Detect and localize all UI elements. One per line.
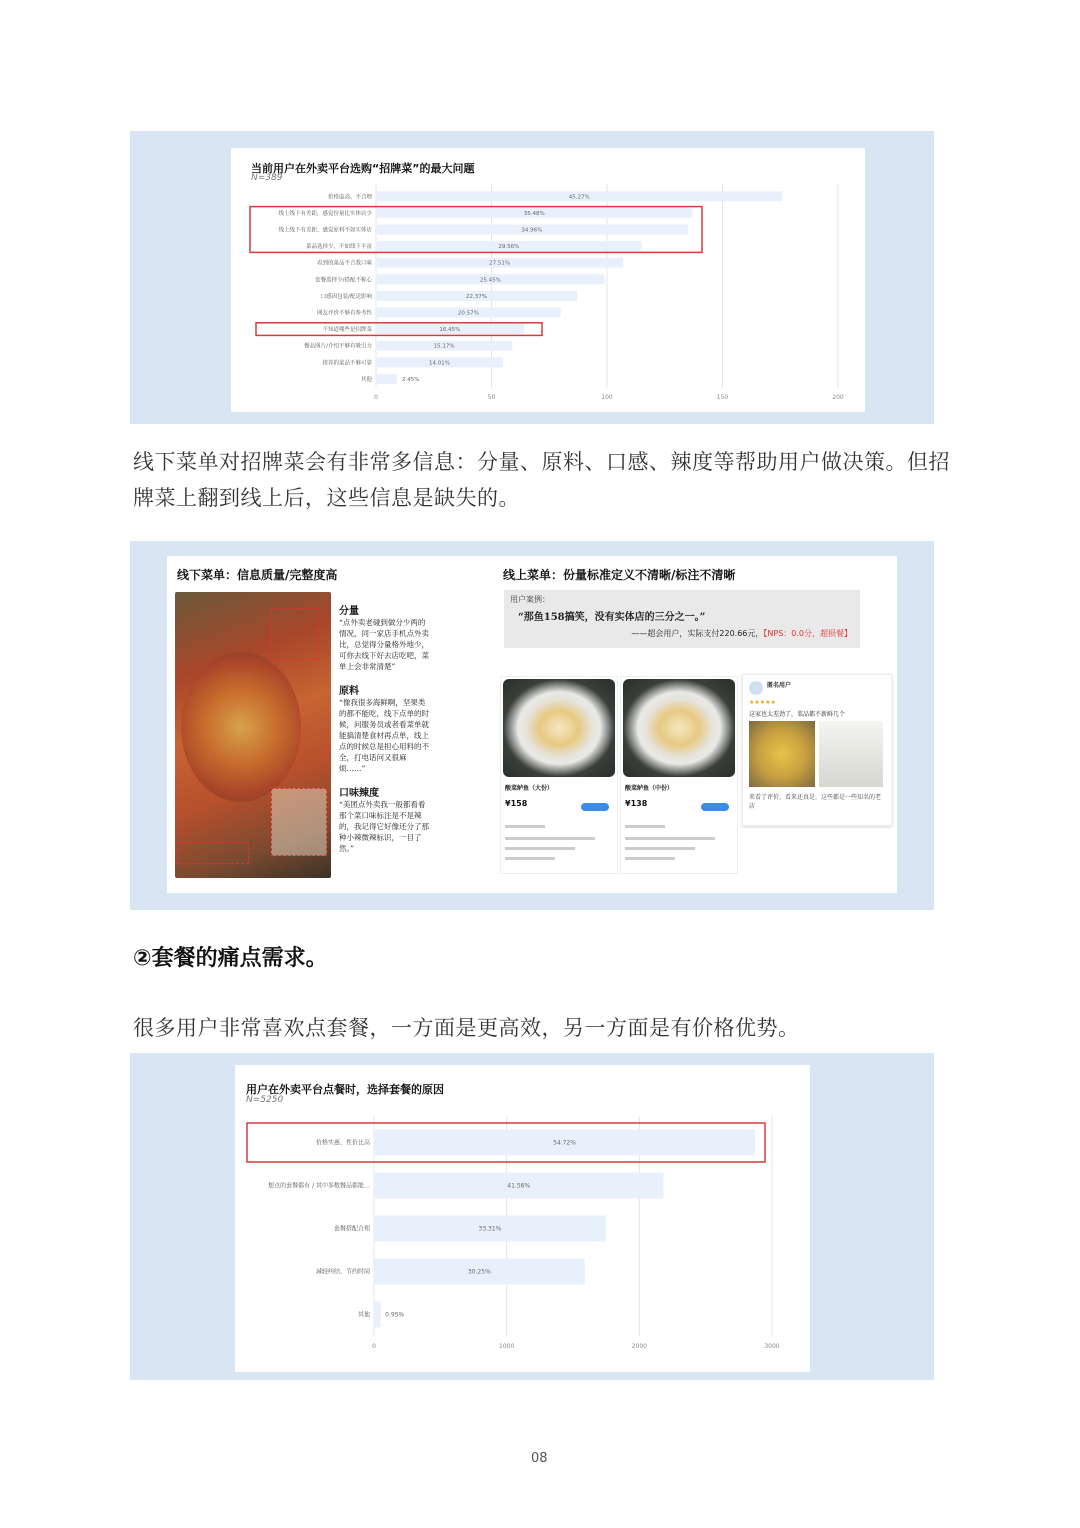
annotation-spiciness-heading: 口味辣度 bbox=[339, 788, 379, 799]
photo-red-dashed-box-bottom bbox=[271, 788, 327, 856]
category-label: 套餐选择少/搭配不称心 bbox=[315, 277, 372, 284]
product-image-medium bbox=[623, 679, 735, 777]
annotation-portion-heading: 分量 bbox=[339, 606, 359, 617]
category-label: 餐品图片/介绍不够有吸引力 bbox=[304, 343, 372, 350]
paragraph-combo: 很多用户非常喜欢点套餐，一方面是更高效，另一方面是有价格优势。 bbox=[133, 1016, 800, 1040]
review-stars: ★★★★★ bbox=[749, 699, 776, 706]
chart1-sample-size: N=389 bbox=[251, 173, 283, 183]
detail-line bbox=[505, 837, 595, 840]
category-label: 看到的菜品不合我口味 bbox=[316, 260, 372, 267]
annotation-portion bbox=[339, 602, 431, 672]
menu-card bbox=[167, 556, 897, 893]
section-heading-combo: ②套餐的痛点需求。 bbox=[133, 946, 328, 971]
category-label: 其他 bbox=[360, 376, 372, 383]
user-case-source bbox=[631, 628, 852, 639]
add-to-cart-button-large[interactable] bbox=[581, 803, 609, 811]
chart2-title: 用户在外卖平台点餐时，选择套餐的原因 bbox=[246, 1083, 444, 1096]
category-label: 线上线下有差距，感觉原料不如实体店 bbox=[278, 227, 372, 234]
bar bbox=[376, 374, 397, 384]
category-label: 想点的套餐都有 / 其中多数餐品都能… bbox=[268, 1182, 370, 1190]
product-card-medium bbox=[620, 676, 738, 874]
online-menu-title: 线上菜单：份量标准定义不清晰/标注不清晰 bbox=[503, 568, 736, 582]
category-label: 套餐搭配合理 bbox=[333, 1225, 370, 1233]
page-number: 08 bbox=[531, 1451, 548, 1466]
chart2-card bbox=[235, 1065, 810, 1372]
offline-menu-title: 线下菜单：信息质量/完整度高 bbox=[177, 568, 338, 582]
photo-red-dashed-box-top bbox=[271, 608, 319, 660]
product-card-large bbox=[500, 676, 618, 874]
detail-line bbox=[625, 837, 715, 840]
product-name-medium: 酸菜鲈鱼（中份） bbox=[625, 785, 674, 792]
category-label: 菜品选择少，不如线下丰富 bbox=[305, 244, 372, 251]
category-label: 减轻纠结、节约时间 bbox=[315, 1268, 370, 1276]
data-label: 45.27% bbox=[568, 194, 590, 201]
chart1-title: 当前用户在外卖平台选购“招牌菜”的最大问题 bbox=[251, 162, 475, 175]
product-image-large bbox=[503, 679, 615, 777]
data-label: 15.17% bbox=[433, 343, 455, 350]
chart2-sample-size: N=5250 bbox=[246, 1095, 284, 1105]
user-case-nps: 【NPS：0.0分，超损餐】 bbox=[763, 629, 852, 638]
photo-red-dashed-box-left bbox=[177, 842, 249, 864]
data-label: 27.51% bbox=[489, 260, 511, 267]
annotation-spiciness-text: “美团点外卖我一般都看看那个菜口味标注是不是辣的，我记得它好像还分了那种小辣微辣标识，一目了然。” bbox=[339, 800, 429, 853]
review-text: 这家也太差劲了，菜品都不新鲜几个 bbox=[749, 711, 846, 718]
category-label: 价格实惠、性价比高 bbox=[315, 1139, 370, 1147]
category-label: 价格虚高、不合理 bbox=[327, 194, 372, 201]
category-label: 其他 bbox=[357, 1311, 370, 1319]
annotation-ingredients-heading: 原料 bbox=[339, 686, 359, 697]
chart2-svg bbox=[235, 1065, 810, 1372]
paragraph-offline-menu: 线下菜单对招牌菜会有非常多信息：分量、原料、口感、辣度等帮助用户做决策。但招牌菜上翻到线上后，这些信息是缺失的。 bbox=[133, 450, 950, 510]
review-photo-receipt bbox=[819, 721, 883, 787]
category-label: 口感因包装/配送影响 bbox=[320, 293, 372, 300]
x-tick-label: 200 bbox=[832, 394, 844, 402]
user-case-quote: “那鱼158搞笑，没有实体店的三分之一。” bbox=[518, 612, 706, 623]
chart1-svg bbox=[231, 148, 865, 412]
category-label: 网友评价不够有参考性 bbox=[316, 310, 372, 317]
data-label: 41.56% bbox=[507, 1182, 531, 1190]
data-label: 20.57% bbox=[457, 310, 479, 317]
x-tick-label: 50 bbox=[487, 394, 496, 402]
data-label: 2.45% bbox=[402, 376, 420, 383]
detail-line bbox=[625, 825, 665, 828]
x-tick-label: 1000 bbox=[499, 1343, 515, 1350]
data-label: 30.25% bbox=[467, 1268, 491, 1276]
category-label: 线上线下有差距，感觉份量比实体店少 bbox=[278, 210, 372, 217]
x-tick-label: 0 bbox=[372, 1343, 376, 1350]
data-label: 16.45% bbox=[439, 327, 461, 334]
x-tick-label: 0 bbox=[374, 394, 378, 402]
user-case-label: 用户案例： bbox=[510, 595, 550, 604]
user-case-box bbox=[504, 590, 860, 648]
review-photo-dish bbox=[749, 721, 815, 787]
annotation-ingredients bbox=[339, 682, 431, 774]
review-user: 匿名用户 bbox=[767, 682, 792, 689]
data-label: 33.31% bbox=[478, 1225, 502, 1233]
category-label: 不知道哪些是招牌菜 bbox=[322, 327, 372, 334]
data-label: 0.95% bbox=[385, 1311, 405, 1319]
x-tick-label: 3000 bbox=[764, 1343, 780, 1350]
user-case-source-text: ——超会用户，实际支付220.66元， bbox=[631, 629, 764, 638]
photo-dish-bowl bbox=[181, 652, 301, 802]
data-label: 29.56% bbox=[498, 244, 520, 251]
offline-menu-photo bbox=[175, 592, 331, 878]
category-label: 推荐的菜品不够可靠 bbox=[322, 360, 372, 367]
data-label: 35.48% bbox=[523, 210, 545, 217]
detail-line bbox=[625, 857, 675, 860]
chart1-card bbox=[231, 148, 865, 412]
add-to-cart-button-medium[interactable] bbox=[701, 803, 729, 811]
annotation-ingredients-text: “像我很多海鲜啊，坚果类的都不能吃，线下点单的时候，问服务员或者看菜单就能搞清楚食材再点单，线上点的时候总是担心用料的不全，打电话问又很麻烦……” bbox=[339, 698, 429, 773]
annotation-portion-text: “点外卖老碰到做分少两的情况，同一家店手机点外卖比，总觉得分量格外地少，可你去线下好去店吃吧，菜单上会非常清楚” bbox=[339, 618, 429, 671]
review-card bbox=[742, 674, 892, 826]
review-footer: 来看了评价，看来还真是，这些都是一些知名的老店 bbox=[749, 794, 882, 810]
x-tick-label: 150 bbox=[716, 394, 729, 402]
product-price-medium: ¥138 bbox=[625, 799, 648, 808]
data-label: 25.45% bbox=[479, 277, 501, 284]
product-price-large: ¥158 bbox=[505, 799, 528, 808]
data-label: 14.01% bbox=[429, 360, 451, 367]
product-name-large: 酸菜鲈鱼（大份） bbox=[505, 785, 554, 792]
data-label: 34.96% bbox=[521, 227, 543, 234]
annotation-spiciness bbox=[339, 784, 431, 854]
data-label: 54.72% bbox=[553, 1139, 576, 1147]
detail-line bbox=[625, 847, 695, 850]
detail-line bbox=[505, 825, 545, 828]
avatar bbox=[749, 681, 763, 695]
bar bbox=[374, 1302, 381, 1328]
data-label: 22.37% bbox=[465, 293, 487, 300]
x-tick-label: 2000 bbox=[631, 1343, 647, 1350]
detail-line bbox=[505, 857, 555, 860]
detail-line bbox=[505, 847, 575, 850]
x-tick-label: 100 bbox=[601, 394, 613, 402]
offline-annotations bbox=[339, 596, 431, 854]
